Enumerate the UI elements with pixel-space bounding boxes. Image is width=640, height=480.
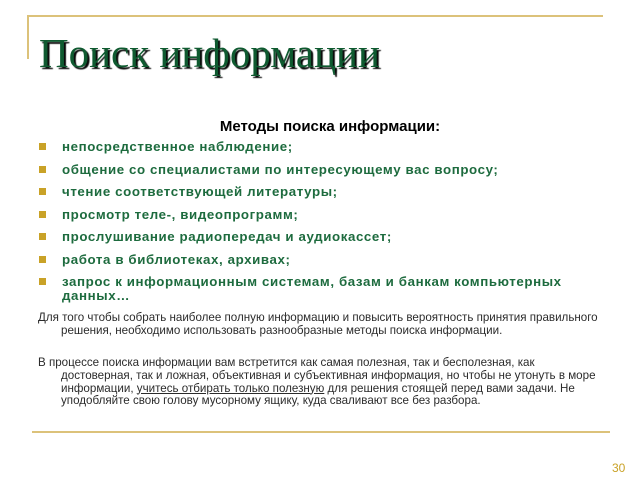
square-bullet-icon: [39, 278, 46, 285]
frame-top-line: [27, 15, 603, 17]
paragraph-methods-summary: Для того чтобы собрать наиболее полную информацию и повысить вероятность принятия правильного решения, необходимо использовать разнообразные методы поиска информации.: [38, 311, 598, 337]
square-bullet-icon: [39, 143, 46, 150]
list-item: [0, 163, 622, 177]
list-item-text: работа в библиотеках, архивах;: [62, 251, 291, 267]
square-bullet-icon: [39, 188, 46, 195]
slide-page-number: 30: [612, 461, 626, 475]
list-item: [0, 140, 622, 154]
list-item-text: чтение соответствующей литературы;: [62, 184, 338, 199]
frame-left-line: [27, 15, 29, 59]
paragraph-text-after: для решения стоящей перед вами задачи. Не уподобляйте свою голову мусорному ящику, куда сваливают все без разбора.: [61, 381, 575, 408]
paragraph-information-selection: [38, 357, 608, 408]
list-item: [0, 275, 622, 303]
list-item-text: общение со специалистами по интересующему вас вопросу;: [62, 161, 499, 177]
list-item-text: непосредственное наблюдение;: [62, 139, 293, 154]
underlined-phrase: учитесь отбирать только полезную: [136, 381, 325, 395]
list-item: [0, 253, 622, 267]
list-item: [0, 230, 622, 244]
list-item-text: просмотр теле-, видеопрограмм;: [62, 206, 299, 222]
list-item: [0, 185, 622, 199]
paragraph-text-before: В процессе поиска информации вам встретится как самая полезная, так и бесполезная, как достоверная, так и ложная, объективная и субъективная информация, но чтобы не утонуть в море информации,: [38, 356, 596, 395]
methods-list: [0, 140, 622, 312]
list-item-text: запрос к информационным системам, базам и банкам компьютерных данных…: [62, 274, 562, 303]
square-bullet-icon: [39, 211, 46, 218]
slide-title: Поиск информации: [39, 30, 380, 76]
list-item-text: прослушивание радиопередач и аудиокассет;: [62, 229, 392, 244]
list-item: [0, 208, 622, 222]
square-bullet-icon: [39, 233, 46, 240]
square-bullet-icon: [39, 256, 46, 263]
square-bullet-icon: [39, 166, 46, 173]
frame-bottom-line: [32, 431, 610, 433]
methods-heading: Методы поиска информации:: [219, 118, 441, 135]
